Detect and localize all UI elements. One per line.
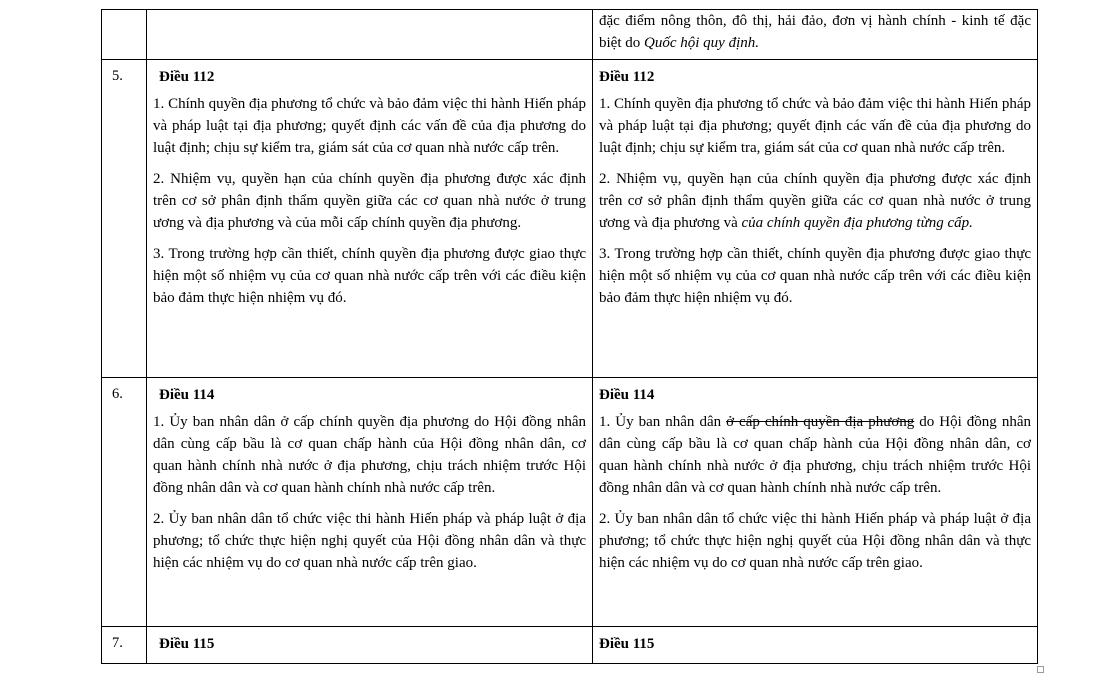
proposed-text-cell: [593, 378, 1038, 627]
paragraph: 1. Ủy ban nhân dân ở cấp chính quyền địa phương do Hội đồng nhân dân cùng cấp bầu là cơ quan chấp hành của Hội đồng nhân dân, cơ quan hành chính nhà nước ở địa phương, chịu trách nhiệm trước Hội đồng nhân dân và cơ quan hành chính nhà nước cấp trên.: [599, 414, 1031, 496]
paragraph: 1. Chính quyền địa phương tổ chức và bảo đảm việc thi hành Hiến pháp và pháp luật tại địa phương; quyết định các vấn đề của địa phương do luật định; chịu sự kiểm tra, giám sát của cơ quan nhà nước cấp trên.: [599, 96, 1032, 156]
table-row: [102, 627, 1038, 664]
current-text-cell: [147, 627, 593, 664]
paragraph: 3. Trong trường hợp cần thiết, chính quyền địa phương được giao thực hiện một số nhiệm vụ của cơ quan nhà nước cấp trên với các điều kiện bảo đảm thực hiện nhiệm vụ đó.: [153, 246, 586, 306]
italic-amendment: của chính quyền địa phương từng cấp.: [741, 215, 973, 231]
article-heading: Điều 114: [159, 387, 215, 403]
proposed-text-cell: [593, 10, 1038, 60]
table-resize-handle[interactable]: [1037, 666, 1044, 673]
paragraph: 2. Nhiệm vụ, quyền hạn của chính quyền địa phương được xác định trên cơ sở phân định thẩm quyền giữa các cơ quan nhà nước ở trung ương và địa phương và của mỗi cấp chính quyền địa phương.: [153, 171, 586, 231]
comparison-table: [101, 9, 1038, 664]
article-heading: Điều 114: [599, 387, 655, 403]
article-heading: Điều 115: [159, 636, 215, 652]
paragraph: 1. Chính quyền địa phương tổ chức và bảo đảm việc thi hành Hiến pháp và pháp luật tại địa phương; quyết định các vấn đề của địa phương do luật định; chịu sự kiểm tra, giám sát của cơ quan nhà nước cấp trên.: [153, 96, 586, 156]
row-number: 7.: [102, 627, 147, 664]
paragraph: 2. Ủy ban nhân dân tổ chức việc thi hành Hiến pháp và pháp luật ở địa phương; tổ chức thực hiện nghị quyết của Hội đồng nhân dân và thực hiện các nhiệm vụ do cơ quan nhà nước cấp trên giao.: [599, 511, 1031, 571]
paragraph: 3. Trong trường hợp cần thiết, chính quyền địa phương được giao thực hiện một số nhiệm vụ của cơ quan nhà nước cấp trên với các điều kiện bảo đảm thực hiện nhiệm vụ đó.: [599, 246, 1031, 306]
article-heading: Điều 112: [159, 69, 215, 85]
current-text-cell: [147, 60, 593, 378]
current-text-cell: [147, 378, 593, 627]
proposed-text-cell: [593, 60, 1038, 378]
paragraph: đặc điểm nông thôn, đô thị, hải đảo, đơn vị hành chính - kinh tế đặc biệt do Quốc hội quy định.: [599, 13, 1031, 51]
italic-amendment: Quốc hội quy định.: [644, 35, 759, 51]
row-number: 5.: [102, 60, 147, 378]
row-number-cell: [102, 10, 147, 60]
article-heading: Điều 112: [599, 69, 655, 85]
paragraph: 2. Nhiệm vụ, quyền hạn của chính quyền địa phương được xác định trên cơ sở phân định thẩm quyền giữa các cơ quan nhà nước ở trung ương và địa phương và của chính quyền địa phương từng cấp.: [599, 171, 1031, 231]
struck-text: ở cấp chính quyền địa phương: [726, 414, 915, 430]
article-heading: Điều 115: [599, 636, 655, 652]
table-row: [102, 60, 1038, 378]
proposed-text-cell: [593, 627, 1038, 664]
table-row: [102, 10, 1038, 60]
current-text-cell: [147, 10, 593, 60]
table-row: [102, 378, 1038, 627]
paragraph: 1. Ủy ban nhân dân ở cấp chính quyền địa phương do Hội đồng nhân dân cùng cấp bầu là cơ quan chấp hành của Hội đồng nhân dân, cơ quan hành chính nhà nước ở địa phương, chịu trách nhiệm trước Hội đồng nhân dân và cơ quan hành chính nhà nước cấp trên.: [153, 414, 586, 496]
row-number: 6.: [102, 378, 147, 627]
paragraph: 2. Ủy ban nhân dân tổ chức việc thi hành Hiến pháp và pháp luật ở địa phương; tổ chức thực hiện nghị quyết của Hội đồng nhân dân và thực hiện các nhiệm vụ do cơ quan nhà nước cấp trên giao.: [153, 511, 586, 571]
